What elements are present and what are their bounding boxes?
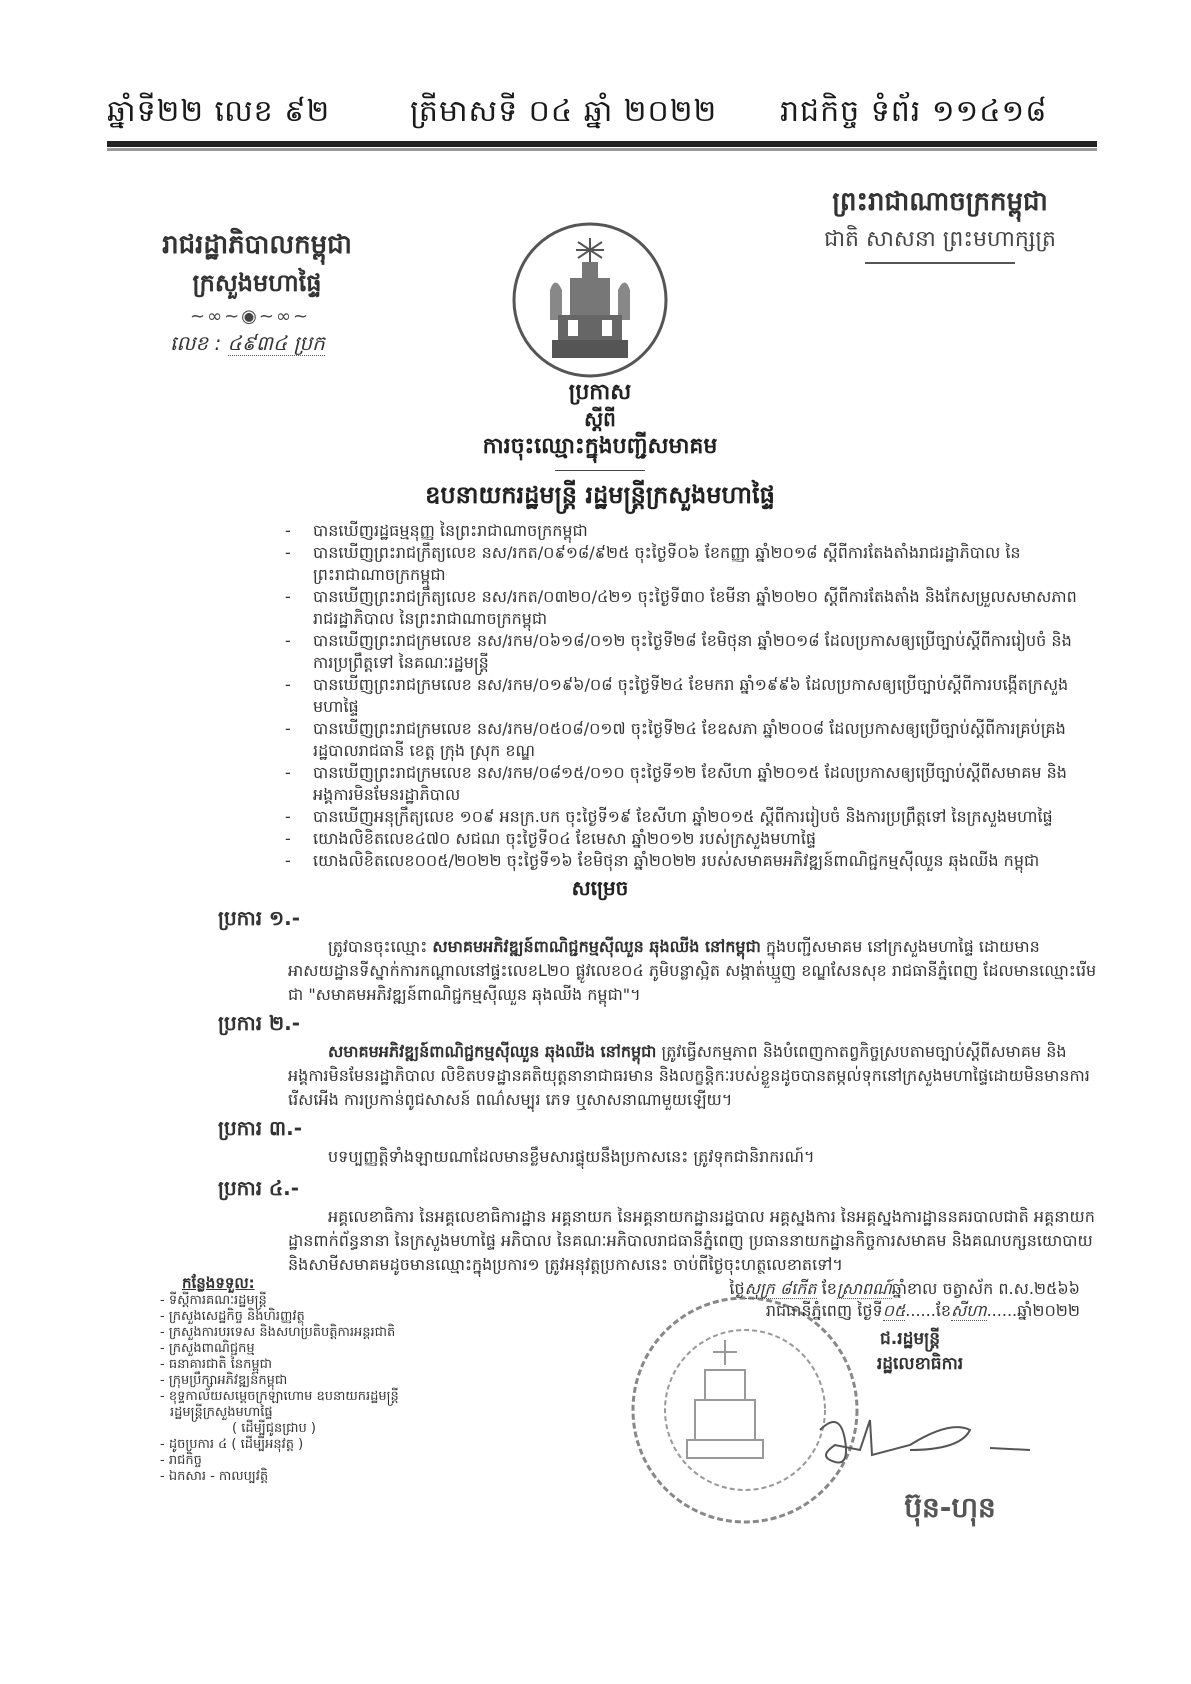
reference-value: ៤៩៣៤ ប្រក bbox=[227, 331, 325, 355]
recipient-item: - ក្រសួងសេដ្ឋកិច្ច និងហិរញ្ញវត្ថុ bbox=[160, 1309, 305, 1324]
article-4 bbox=[218, 1175, 1098, 1277]
preamble-item: - បានឃើញព្រះរាជក្រឹត្យលេខ នស/រកត/០៩១៨/៩២៥ ចុះថ្ងៃទី០៦ ខែកញ្ញា ឆ្នាំ២០១៨ ស្តីពីការតែងតាំងរាជរដ្ឋាភិបាល នៃព្រះរាជាណាចក្រកម្ពុជា bbox=[285, 543, 1021, 584]
preamble-item: - យោងលិខិតលេខ៤៧០ សជណ ចុះថ្ងៃទី០៤ ខែមេសា ឆ្នាំ២០១២ របស់ក្រសួងមហាផ្ទៃ bbox=[285, 829, 817, 848]
document-type: ប្រកាស bbox=[568, 380, 632, 405]
document-authority: ឧបនាយករដ្ឋមន្ត្រី រដ្ឋមន្ត្រីក្រសួងមហាផ្ទៃ bbox=[425, 481, 775, 509]
signatory-name: ប៊ុន-ហុន bbox=[904, 1491, 996, 1524]
recipients-title: កន្លែងទទួល: bbox=[182, 1274, 255, 1292]
decision-heading: សម្រេច bbox=[571, 876, 629, 900]
article-heading: ប្រការ ៤.- bbox=[218, 1176, 300, 1200]
document-subject: ការចុះឈ្មោះក្នុងបញ្ជីសមាគម bbox=[482, 434, 718, 459]
recipient-item: - ធនាគារជាតិ នៃកម្ពុជា bbox=[160, 1357, 272, 1372]
article-heading: ប្រការ ២.- bbox=[218, 1011, 301, 1035]
preamble-item: - យោងលិខិតលេខ០០៥/២០២២ ចុះថ្ងៃទី១៦ ខែមិថុនា ឆ្នាំ២០២២ របស់សមាគមអភិវឌ្ឍន៍ពាណិជ្ជកម្មស៊ីឈួន ឆុងឈីង កម្ពុជា bbox=[285, 851, 1040, 870]
article-body: ត្រូវបានចុះឈ្មោះ សមាគមអភិវឌ្ឍន៍ពាណិជ្ជកម្មស៊ីឈួន ឆុងឈីង នៅកម្ពុជា ក្នុងបញ្ជីសមាគម នៅក្រសួងមហាផ្ទៃ ដោយមានអាសយដ្ឋានទីស្នាក់ការកណ្តាលនៅផ្ទះលេខL២០ ផ្លូវលេខ០៤ ភូមិបន្លាស្អិត សង្កាត់ឃ្មួញ ខណ្ឌសែនសុខ រាជធានីភ្នំពេញ ដែលមានឈ្មោះរើមជា "សមាគមអភិវឌ្ឍន៍ពាណិជ្ជកម្មស៊ីឈួន ឆុងឈីង កម្ពុជា"។ bbox=[288, 937, 1097, 1004]
preamble-item: - បានឃើញព្រះរាជក្រមលេខ នស/រកម/០១៩៦/០៨ ចុះថ្ងៃទី២៤ ខែមករា ឆ្នាំ១៩៩៦ ដែលប្រកាសឲ្យប្រើច្បាប់ស្តីពីការបង្កើតក្រសួងមហាផ្ទៃ bbox=[285, 675, 1069, 716]
kingdom-name: ព្រះរាជាណាចក្រកម្ពុជា bbox=[832, 187, 1048, 217]
signatory-on-behalf: ជ.រដ្ឋមន្ត្រី bbox=[879, 1329, 941, 1349]
recipient-item: - ក្រសួងការបរទេស និងសហប្រតិបត្តិការអន្តរជាតិ bbox=[160, 1325, 396, 1340]
title-divider bbox=[555, 470, 645, 471]
article-3 bbox=[218, 1115, 1098, 1169]
recipient-item: រដ្ឋមន្ត្រីក្រសួងមហាផ្ទៃ bbox=[170, 1405, 273, 1420]
recipient-item: - ដូចប្រការ ៤ ( ដើម្បីអនុវត្ត ) bbox=[160, 1437, 304, 1452]
reference-label: លេខ : bbox=[170, 331, 222, 355]
recipient-item: - រាជកិច្ច bbox=[160, 1453, 202, 1468]
preamble-item: - បានឃើញព្រះរាជក្រមលេខ នស/រកម/០៦១៨/០១២ ចុះថ្ងៃទី២៨ ខែមិថុនា ឆ្នាំ២០១៨ ដែលប្រកាសឲ្យប្រើច្បាប់ស្តីពីការរៀបចំ និងការប្រព្រឹត្តទៅ នៃគណៈរដ្ឋមន្ត្រី bbox=[285, 631, 1072, 672]
recipient-item: - ក្រុមប្រឹក្សាអភិវឌ្ឍន៍កម្ពុជា bbox=[160, 1373, 288, 1388]
gazette-quarter: ត្រីមាសទី ០៤ ឆ្នាំ ២០២២ bbox=[410, 94, 718, 129]
article-2 bbox=[218, 1010, 1098, 1112]
royal-emblem-icon bbox=[510, 220, 670, 380]
kingdom-motto: ជាតិ សាសនា ព្រះមហាក្សត្រ bbox=[824, 227, 1056, 252]
recipients-list bbox=[160, 1275, 540, 1485]
signatory-position: រដ្ឋលេខាធិការ bbox=[876, 1354, 964, 1374]
reference-number bbox=[170, 330, 325, 360]
preamble-item: - បានឃើញអនុក្រឹត្យលេខ ១០៩ អនក្រ.បក ចុះថ្ងៃទី១៩ ខែសីហា ឆ្នាំ២០១៥ ស្តីពីការរៀបចំ និងការប្រព្រឹត្តទៅ នៃក្រសួងមហាផ្ទៃ bbox=[285, 807, 1053, 826]
solar-date: រាជធានីភ្នំពេញ ថ្ងៃទី០៥......ខែសីហា......ឆ្នាំ២០២២ bbox=[765, 1301, 1080, 1320]
article-heading: ប្រការ ១.- bbox=[218, 906, 301, 930]
issuer-ministry: ក្រសួងមហាផ្ទៃ bbox=[192, 269, 322, 297]
preamble-item: - បានឃើញព្រះរាជក្រមលេខ នស/រកម/០៨១៥/០១០ ចុះថ្ងៃទី១២ ខែសីហា ឆ្នាំ២០១៥ ដែលប្រកាសឲ្យប្រើច្បាប់ស្តីពីសមាគម និងអង្គការមិនមែនរដ្ឋាភិបាល bbox=[285, 763, 1067, 804]
gazette-page: រាជកិច្ច ទំព័រ ១១៤១៨ bbox=[780, 94, 1048, 129]
gazette-year-issue: ឆ្នាំទី២២ លេខ ៩២ bbox=[107, 94, 331, 129]
signature-icon bbox=[800, 1400, 1050, 1490]
document-concerning: ស្តីពី bbox=[584, 407, 616, 431]
issuer-government: រាជរដ្ឋាភិបាលកម្ពុជា bbox=[162, 230, 352, 260]
recipient-item: - ខុទ្ទកាល័យសម្តេចក្រឡាហោម ឧបនាយករដ្ឋមន្ត្រី bbox=[160, 1389, 399, 1404]
motto-divider bbox=[865, 262, 1015, 264]
article-body: អគ្គលេខាធិការ នៃអគ្គលេខាធិការដ្ឋាន អគ្គនាយក នៃអគ្គនាយកដ្ឋានរដ្ឋបាល អគ្គស្នងការ នៃអគ្គស្នងការដ្ឋាននគរបាលជាតិ អគ្គនាយកដ្ឋានពាក់ព័ន្ធនានា នៃក្រសួងមហាផ្ទៃ អភិបាល នៃគណៈអភិបាលរាជធានីភ្នំពេញ ប្រធាននាយកដ្ឋានកិច្ចការសមាគម និងគណបក្សនយោបាយ និងសាមីសមាគមដូចមានឈ្មោះក្នុងប្រការ១ ត្រូវអនុវត្តប្រកាសនេះ ចាប់ពីថ្ងៃចុះហត្ថលេខាតទៅ។ bbox=[288, 1207, 1095, 1274]
recipient-item: - ក្រសួងពាណិជ្ជកម្ម bbox=[160, 1341, 255, 1356]
preamble-item: - បានឃើញព្រះរាជក្រឹត្យលេខ នស/រកត/០៣២០/៤២១ ចុះថ្ងៃទី៣០ ខែមីនា ឆ្នាំ២០២០ ស្តីពីការតែងតាំង និងកែសម្រួលសមាសភាពរាជរដ្ឋាភិបាល នៃព្រះរាជាណាចក្រកម្ពុជា bbox=[285, 587, 1077, 628]
lunar-date: ថ្ងៃសុក្រ ៨កើត ខែស្រាពណ៍ឆ្នាំខាល ចត្វាស័ក ព.ស.២៥៦៦ bbox=[729, 1279, 1080, 1298]
recipient-item: - ឯកសារ - កាលប្បវត្តិ bbox=[160, 1469, 269, 1484]
recipient-note: ( ដើម្បីជូនជ្រាប ) bbox=[232, 1421, 316, 1436]
article-body: សមាគមអភិវឌ្ឍន៍ពាណិជ្ជកម្មស៊ីឈួន ឆុងឈីង នៅកម្ពុជា ត្រូវធ្វើសកម្មភាព និងបំពេញកាតព្វកិច្ចស្របតាមច្បាប់ស្តីពីសមាគម និងអង្គការមិនមែនរដ្ឋាភិបាល លិខិតបទដ្ឋានគតិយុត្តនានាជាធរមាន និងលក្ខន្តិកៈរបស់ខ្លួនដូចបានតម្កល់ទុកនៅក្រសួងមហាផ្ទៃដោយមិនមានការរើសអើង ការប្រកាន់ពូជសាសន៍ ពណ៌សម្បុរ ភេទ ឬសាសនាណាមួយឡើយ។ bbox=[288, 1042, 1090, 1109]
preamble-list bbox=[285, 520, 1085, 872]
article-body: បទប្បញ្ញត្តិទាំងឡាយណាដែលមានខ្លឹមសារផ្ទុយនឹងប្រកាសនេះ ត្រូវទុកជានិរាករណ៍។ bbox=[328, 1147, 815, 1166]
preamble-item: - បានឃើញរដ្ឋធម្មនុញ្ញ នៃព្រះរាជាណាចក្រកម្ពុជា bbox=[285, 521, 588, 540]
ornament-icon: ~∞~◉~∞~ bbox=[190, 306, 311, 327]
header-rule bbox=[107, 141, 1097, 147]
preamble-item: - បានឃើញព្រះរាជក្រមលេខ នស/រកម/០៥០៨/០១៧ ចុះថ្ងៃទី២៤ ខែឧសភា ឆ្នាំ២០០៨ ដែលប្រកាសឲ្យប្រើច្បាប់ស្តីពីការគ្រប់គ្រងរដ្ឋបាលរាជធានី ខេត្ត ក្រុង ស្រុក ខណ្ឌ bbox=[285, 719, 1066, 760]
article-1 bbox=[218, 905, 1098, 1007]
header-rule-shadow bbox=[107, 148, 1097, 151]
article-heading: ប្រការ ៣.- bbox=[218, 1116, 302, 1140]
recipient-item: - ទីស្តីការគណៈរដ្ឋមន្ត្រី bbox=[160, 1293, 267, 1308]
